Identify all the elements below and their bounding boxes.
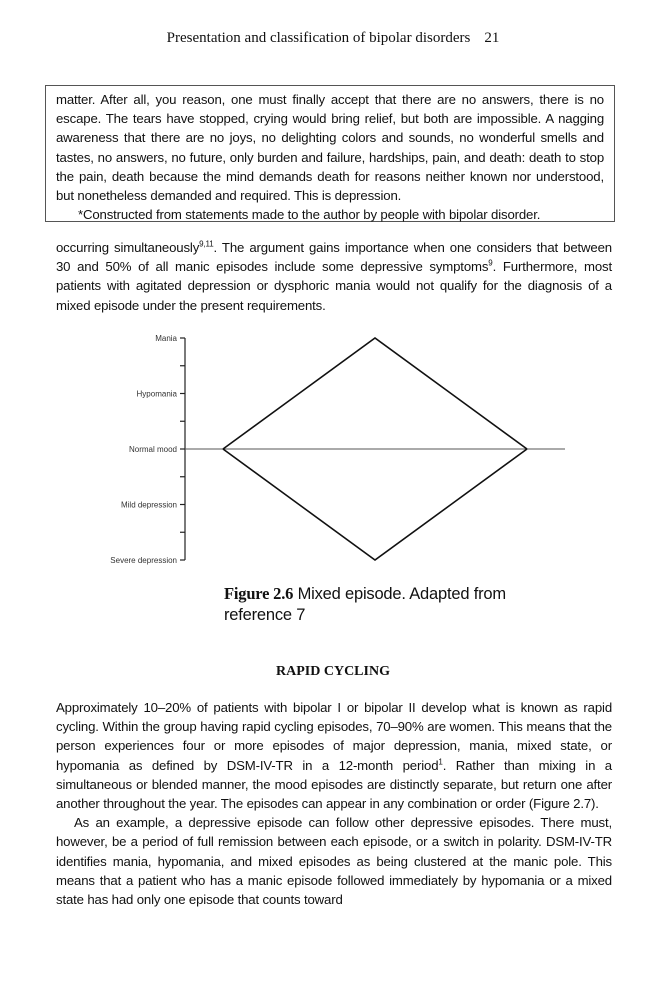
quote-box bbox=[45, 85, 615, 222]
para1-part2: . The argument gains importance when one considers that between 30 and 50% of all manic episodes include some depressive symptoms bbox=[56, 240, 612, 275]
paragraph-mixed-episode bbox=[56, 238, 612, 315]
y-axis bbox=[180, 338, 185, 560]
figure-caption bbox=[224, 583, 524, 626]
figure-caption-text: Mixed episode. Adapted from reference 7 bbox=[224, 585, 506, 624]
page-number: 21 bbox=[484, 30, 500, 46]
para1-part3: . Furthermore, most patients with agitated depression or dysphoric mania would not qualify for the diagnosis of a mixed episode under the present requirements. bbox=[56, 259, 612, 313]
manic-series-line bbox=[223, 338, 527, 449]
quote-footnote: *Constructed from statements made to the author by people with bipolar disorder. bbox=[78, 207, 541, 223]
quote-text: matter. After all, you reason, one must finally accept that there are no answers, there is no escape. The tears have stopped, crying would bring relief, but both are impossible. A nagging awareness that there are no joys, no delighting colors and sounds, no wonderful smells and tastes, no answers, no future, only burden and failure, hardships, pain, and death: death to stop the pain, death because the mind demands death for reasons neither known nor understood, but nonetheless demanded and required. This is depression. bbox=[56, 92, 604, 204]
running-title: Presentation and classification of bipolar disorders bbox=[166, 30, 471, 46]
y-tick-label: Normal mood bbox=[128, 445, 177, 454]
depressive-series-line bbox=[223, 449, 527, 560]
paragraph-rapid-cycling bbox=[56, 698, 612, 909]
citation-1: 1 bbox=[438, 757, 443, 767]
chart-series bbox=[185, 338, 565, 560]
y-tick-label: Severe depression bbox=[110, 556, 177, 565]
running-head bbox=[0, 30, 666, 47]
y-tick-label: Hypomania bbox=[136, 389, 177, 399]
paragraph-mixed-episode-text bbox=[56, 238, 612, 315]
citation-9: 9 bbox=[488, 258, 493, 268]
para2-part1: Approximately 10–20% of patients with bipolar I or bipolar II develop what is known as rapid cycling. Within the group having rapid cycling episodes, 70–90% are women. This means that the person experiences four or more episodes of major depression, mania, mixed state, or hypomania as defined by DSM-IV-TR in a 12-month period bbox=[56, 700, 612, 773]
paragraph-rapid-cycling-text bbox=[56, 698, 612, 813]
y-tick-label: Mania bbox=[155, 334, 177, 343]
y-tick-labels bbox=[110, 334, 177, 565]
y-tick-label: Mild depression bbox=[120, 500, 177, 510]
figure-number: Figure 2.6 bbox=[224, 584, 294, 603]
para2-part2: . Rather than mixing in a simultaneous or blended manner, the mood episodes are distinctly separate, but return one after another throughout the year. The episodes can appear in any combination or order (Figure 2.7). bbox=[56, 757, 612, 812]
paragraph-example: As an example, a depressive episode can follow other depressive episodes. There must, however, be a period of full remission between each episode, or a switch in polarity. DSM-IV-TR identifies mania, hypomania, and mixed episodes as being clustered at the manic pole. This means that a patient who has a manic episode followed immediately by hypomania or a mixed state has had only one episode that counts toward bbox=[56, 815, 612, 908]
mixed-episode-chart bbox=[95, 325, 575, 570]
para1-part1: occurring simultaneously bbox=[56, 240, 200, 255]
citation-9-11: 9,11 bbox=[199, 239, 214, 249]
section-title: RAPID CYCLING bbox=[276, 664, 390, 679]
